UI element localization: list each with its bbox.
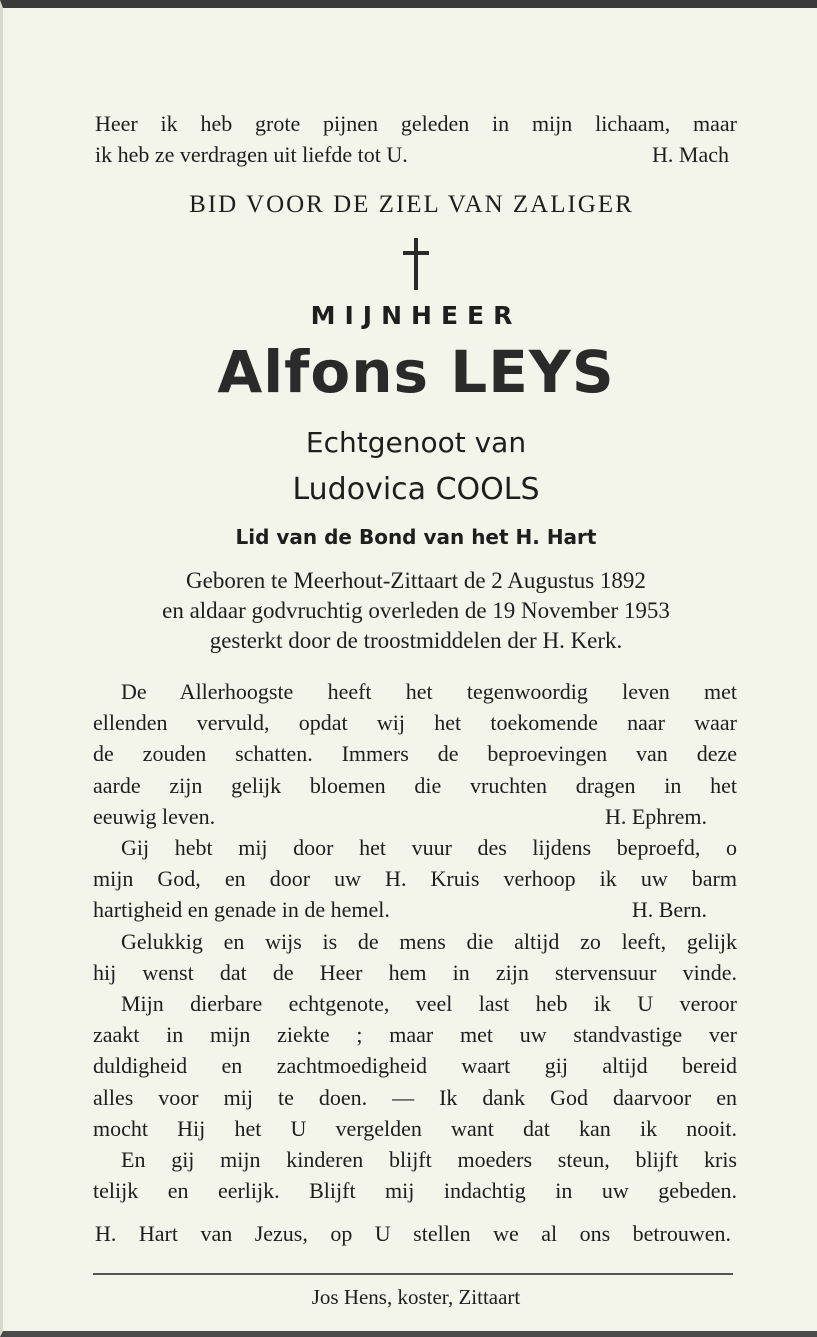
body-line: duldigheid en zachtmoedigheid waart gij altijd bereid xyxy=(93,1053,737,1079)
body-line: de zouden schatten. Immers de beproevingen van deze xyxy=(93,741,737,767)
deceased-name: Alfons LEYS xyxy=(217,338,615,406)
prayer-header: BID VOOR DE ZIEL VAN ZALIGER xyxy=(189,191,634,218)
body-line: mocht Hij het U vergelden want dat kan ik nooit. xyxy=(93,1115,737,1141)
quote-text: ik heb ze verdragen uit liefde tot U. xyxy=(95,142,408,167)
body-line: Gij hebt mij door het vuur des lijdens beproefd, o xyxy=(121,835,737,861)
birth-line: Geboren te Meerhout-Zittaart de 2 Augustus 1892 xyxy=(186,568,646,593)
cross-icon xyxy=(401,238,431,290)
body-source: H. Bern. xyxy=(631,897,707,923)
life-dates xyxy=(3,566,817,656)
body-text xyxy=(93,676,737,1206)
body-line: De Allerhoogste heeft het tegenwoordig leven met xyxy=(121,679,737,704)
quote-source: H. Mach xyxy=(652,142,729,167)
body-text-segment: eeuwig leven. xyxy=(93,803,216,829)
body-line: hij wenst dat de Heer hem in zijn stervensuur vinde. xyxy=(93,959,737,985)
body-line xyxy=(93,894,737,925)
divider xyxy=(93,1273,733,1275)
body-text-segment: hartigheid en genade in de hemel. xyxy=(93,897,390,923)
body-line: mijn God, en door uw H. Kruis verhoop ik uw barm xyxy=(93,866,737,892)
body-line xyxy=(93,801,737,832)
spouse-name: Ludovica COOLS xyxy=(292,472,540,507)
printer-credit: Jos Hens, koster, Zittaart xyxy=(311,1285,521,1309)
death-line: en aldaar godvruchtig overleden de 19 November 1953 xyxy=(162,598,670,623)
body-line: aarde zijn gelijk bloemen die vruchten dragen in het xyxy=(93,772,737,798)
body-line: Mijn dierbare echtgenote, veel last heb ik U veroor xyxy=(121,991,737,1017)
honorific: MIJNHEER xyxy=(310,301,522,330)
membership: Lid van de Bond van het H. Hart xyxy=(235,525,597,549)
body-line: zaakt in mijn ziekte ; maar met uw standvastige ver xyxy=(93,1022,737,1048)
spouse-intro: Echtgenoot van xyxy=(305,426,527,459)
body-source: H. Ephrem. xyxy=(604,803,707,829)
body-line: alles voor mij te doen. — Ik dank God daarvoor en xyxy=(93,1084,737,1110)
opening-quote xyxy=(95,108,737,170)
sacraments-line: gesterkt door de troostmiddelen der H. Kerk. xyxy=(209,628,623,653)
body-line: telijk en eerlijk. Blijft mij indachtig in uw gebeden. xyxy=(93,1178,737,1204)
closing-invocation: H. Hart van Jezus, op U stellen we al ons betrouwen. xyxy=(95,1221,731,1246)
body-line: En gij mijn kinderen blijft moeders steun, blijft kris xyxy=(121,1147,737,1173)
quote-line xyxy=(95,139,737,170)
quote-line: Heer ik heb grote pijnen geleden in mijn lichaam, maar xyxy=(95,111,737,136)
body-line: Gelukkig en wijs is de mens die altijd zo leeft, gelijk xyxy=(121,928,737,954)
body-line: ellenden vervuld, opdat wij het toekomende naar waar xyxy=(93,710,737,736)
